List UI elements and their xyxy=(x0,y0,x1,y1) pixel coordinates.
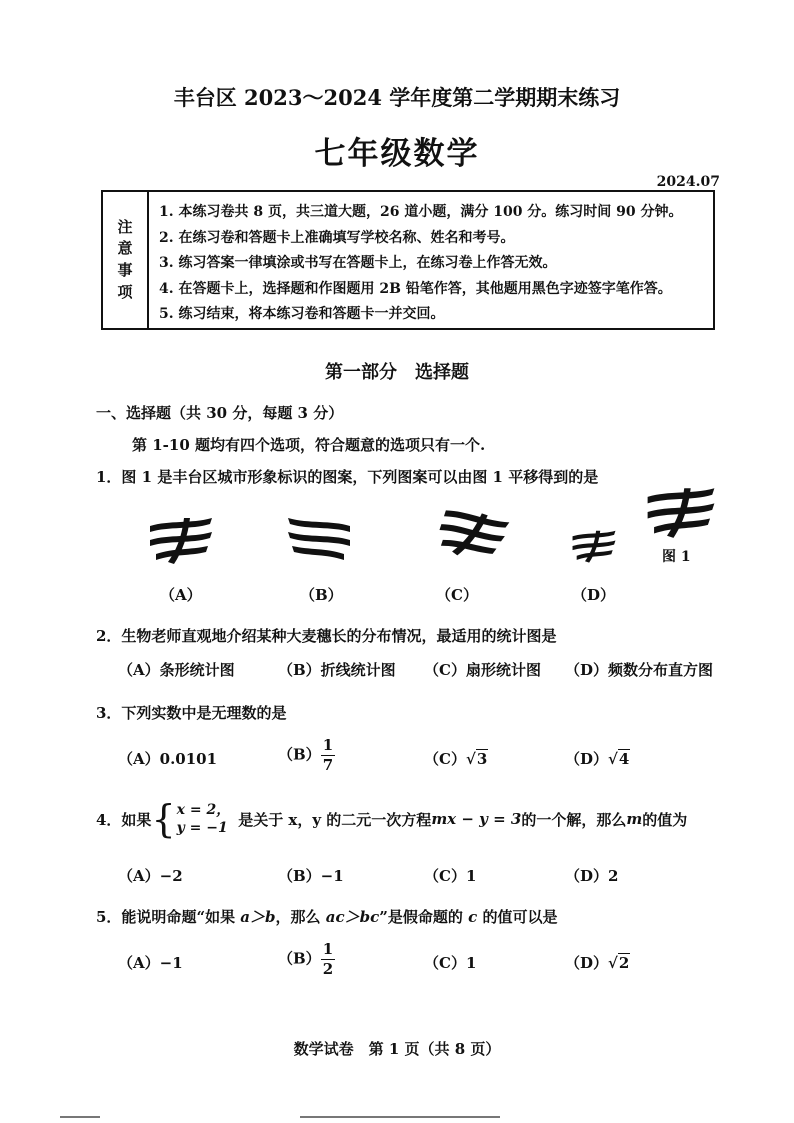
question-4-prefix: 4．如果 xyxy=(96,810,152,829)
question-4-variable: m xyxy=(626,810,643,828)
fraction xyxy=(321,738,335,773)
exam-title: 丰台区 2023～2024 学年度第二学期期末练习 xyxy=(173,85,621,110)
question-4-suffix-2: 的一个解，那么 xyxy=(521,810,627,829)
option-prefix: （C） xyxy=(424,750,466,768)
question-5-part: ”是假命题的 xyxy=(379,908,469,926)
section-note: 第 1-10 题均有四个选项，符合题意的选项只有一个. xyxy=(132,436,486,454)
radical-sign-icon: √ xyxy=(465,750,476,768)
notice-box xyxy=(101,190,715,330)
notice-label-char: 事 xyxy=(117,261,133,279)
notice-item: 5. 练习结束，将本练习卷和答题卡一并交回。 xyxy=(159,306,445,322)
radical-sign-icon: √ xyxy=(608,750,618,768)
question-2-text: 2．生物老师直观地介绍某种大麦穗长的分布情况，最适用的统计图是 xyxy=(96,627,557,645)
scan-artifact-line xyxy=(300,1116,500,1118)
notice-label-char: 注 xyxy=(117,217,133,236)
fraction-numerator: 1 xyxy=(322,940,334,958)
question-5-option-c: （C）1 xyxy=(424,954,477,972)
question-1-label-a: （A） xyxy=(160,586,202,604)
fraction-denominator: 7 xyxy=(322,756,334,774)
fraction-denominator: 2 xyxy=(322,960,334,978)
notice-items xyxy=(159,200,709,328)
question-2-option-b: （B）折线统计图 xyxy=(278,661,396,679)
equation-system xyxy=(151,797,231,841)
question-4-option-a: （A）−2 xyxy=(118,867,183,885)
notice-label-char: 项 xyxy=(117,282,133,301)
fraction-numerator: 1 xyxy=(322,736,334,754)
figure-1-label: 图 1 xyxy=(662,549,691,565)
question-4-option-b: （B）−1 xyxy=(278,867,344,885)
equation-system-lines xyxy=(177,801,231,837)
question-4-option-d: （D）2 xyxy=(565,867,619,885)
question-4-suffix-3: 的值为 xyxy=(642,810,688,829)
option-prefix: （D） xyxy=(565,954,609,972)
radical-sign-icon: √ xyxy=(608,954,618,972)
option-prefix: （D） xyxy=(565,750,609,768)
part-title: 第一部分 选择题 xyxy=(325,362,469,383)
question-3-text: 3．下列实数中是无理数的是 xyxy=(96,704,287,722)
question-5-condition: ac＞bc xyxy=(325,908,380,926)
option-d-logo-icon xyxy=(566,528,622,564)
equation-line: y = −1 xyxy=(176,820,228,836)
option-b-logo-icon xyxy=(276,514,362,566)
question-4-text xyxy=(96,797,688,841)
question-4-option-c: （C）1 xyxy=(424,867,477,885)
radicand: 2 xyxy=(618,954,630,972)
square-root xyxy=(608,750,630,768)
exam-date: 2024.07 xyxy=(656,174,720,190)
radicand: 3 xyxy=(476,750,488,768)
question-5-option-d xyxy=(565,952,630,973)
exam-subtitle: 七年级数学 xyxy=(314,136,480,172)
option-prefix: （B） xyxy=(278,745,321,764)
question-1-label-b: （B） xyxy=(300,586,343,604)
notice-item: 3. 练习答案一律填涂或书写在答题卡上，在练习卷上作答无效。 xyxy=(159,255,557,271)
question-5-variable: c xyxy=(468,908,478,926)
question-5-condition: a＞b xyxy=(240,908,276,926)
scan-artifact-line xyxy=(60,1116,100,1118)
question-5-part: ，那么 xyxy=(275,908,326,926)
fraction xyxy=(321,942,335,977)
question-1-label-c: （C） xyxy=(436,586,478,604)
question-5-text xyxy=(96,906,557,927)
square-root xyxy=(608,954,630,972)
notice-label xyxy=(103,192,149,328)
question-3-option-d xyxy=(565,748,630,769)
figure-1-logo-icon xyxy=(642,484,720,540)
question-4-equation: mx − y = 3 xyxy=(431,810,522,828)
square-root xyxy=(466,750,488,768)
question-5-option-b xyxy=(278,942,335,977)
question-2-option-a: （A）条形统计图 xyxy=(118,661,235,679)
page-footer: 数学试卷 第 1 页（共 8 页） xyxy=(293,1040,501,1058)
notice-label-char: 意 xyxy=(117,239,133,258)
option-c-logo-icon xyxy=(418,508,516,570)
question-5-part: 的值可以是 xyxy=(477,908,558,926)
question-1-text: 1．图 1 是丰台区城市形象标识的图案，下列图案可以由图 1 平移得到的是 xyxy=(96,468,599,486)
radicand: 4 xyxy=(618,750,630,768)
equation-line: x = 2， xyxy=(176,801,231,818)
option-prefix: （B） xyxy=(278,949,321,968)
question-4-suffix-1: 是关于 x，y 的二元一次方程 xyxy=(238,810,432,829)
question-2-option-c: （C）扇形统计图 xyxy=(424,661,541,679)
question-2-option-d: （D）频数分布直方图 xyxy=(565,661,714,679)
question-3-option-b xyxy=(278,738,335,773)
question-3-option-c xyxy=(424,748,488,769)
question-5-part: 5．能说明命题“如果 xyxy=(96,908,241,926)
notice-item: 1. 本练习卷共 8 页，共三道大题，26 道小题，满分 100 分。练习时间 90 分钟。 xyxy=(159,204,683,220)
notice-item: 4. 在答题卡上，选择题和作图题用 2B 铅笔作答，其他题用黑色字迹签字笔作答。 xyxy=(159,280,672,297)
section-header: 一、选择题（共 30 分，每题 3 分） xyxy=(96,404,344,422)
option-a-logo-icon xyxy=(138,514,224,566)
question-1-label-d: （D） xyxy=(572,586,616,604)
question-3-option-a: （A）0.0101 xyxy=(118,750,218,768)
left-brace-icon: { xyxy=(151,797,176,841)
question-5-option-a: （A）−1 xyxy=(118,954,183,972)
notice-item: 2. 在练习卷和答题卡上准确填写学校名称、姓名和考号。 xyxy=(159,229,515,246)
